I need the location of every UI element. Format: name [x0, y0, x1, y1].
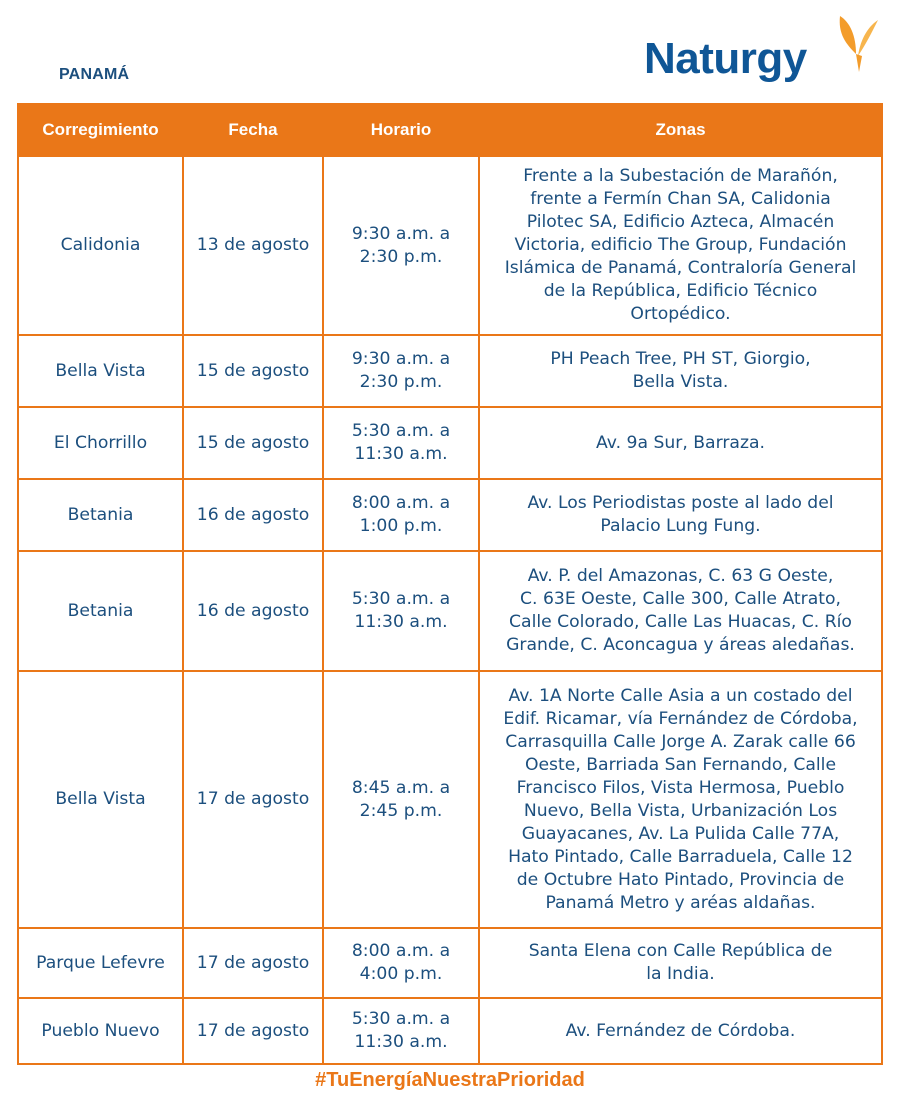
cell-corregimiento: Betania — [18, 479, 183, 551]
zonas-line: Guayacanes, Av. La Pulida Calle 77A, — [521, 823, 840, 844]
cell-horario — [323, 156, 479, 335]
cell-corregimiento: El Chorrillo — [18, 407, 183, 479]
horario-line: 8:00 a.m. a — [351, 941, 451, 961]
cell-zonas — [479, 407, 882, 479]
zonas-line: Santa Elena con Calle República de — [528, 941, 833, 961]
horario-line: 11:30 a.m. — [354, 612, 448, 632]
zonas-line: PH Peach Tree, PH ST, Giorgio, — [550, 349, 811, 369]
campaign-hashtag: #TuEnergíaNuestraPrioridad — [315, 1069, 585, 1091]
cell-zonas — [479, 479, 882, 551]
zonas-line: Av. Fernández de Córdoba. — [565, 1020, 796, 1041]
cell-fecha: 16 de agosto — [183, 479, 323, 551]
cell-zonas — [479, 551, 882, 671]
country-label: PANAMÁ — [59, 66, 130, 83]
zonas-line: Grande, C. Aconcagua y áreas aledañas. — [506, 635, 855, 655]
horario-line: 5:30 a.m. a — [351, 589, 451, 609]
cell-corregimiento: Pueblo Nuevo — [18, 998, 183, 1064]
zonas-line: C. 63E Oeste, Calle 300, Calle Atrato, — [520, 589, 841, 609]
table-header-row — [18, 104, 882, 156]
outage-schedule-table — [17, 103, 883, 1065]
horario-line: 1:00 p.m. — [359, 516, 443, 536]
zonas-line: Calle Colorado, Calle Las Huacas, C. Río — [509, 612, 852, 632]
table-row — [18, 928, 882, 998]
cell-horario — [323, 998, 479, 1064]
zonas-line: frente a Fermín Chan SA, Calidonia — [530, 189, 831, 209]
column-header-corregimiento: Corregimiento — [18, 104, 183, 156]
zonas-line: Oeste, Barriada San Fernando, Calle — [524, 754, 837, 775]
horario-line: 8:45 a.m. a — [351, 777, 451, 798]
table-row — [18, 551, 882, 671]
table-row — [18, 156, 882, 335]
zonas-line: Islámica de Panamá, Contraloría General — [504, 258, 857, 278]
zonas-line: Av. 9a Sur, Barraza. — [596, 432, 765, 453]
cell-zonas — [479, 156, 882, 335]
cell-horario — [323, 407, 479, 479]
zonas-line: Palacio Lung Fung. — [600, 516, 761, 536]
cell-horario — [323, 335, 479, 407]
horario-line: 5:30 a.m. a — [351, 1009, 451, 1029]
cell-zonas — [479, 335, 882, 407]
zonas-line: Francisco Filos, Vista Hermosa, Pueblo — [516, 777, 845, 798]
cell-fecha: 17 de agosto — [183, 928, 323, 998]
cell-fecha: 16 de agosto — [183, 551, 323, 671]
logo-wordmark: Naturgy — [644, 34, 807, 83]
horario-line: 2:30 p.m. — [359, 246, 443, 267]
cell-zonas — [479, 928, 882, 998]
table-row — [18, 407, 882, 479]
zonas-line: de Octubre Hato Pintado, Provincia de — [516, 869, 845, 890]
zonas-line: Av. P. del Amazonas, C. 63 G Oeste, — [527, 566, 834, 586]
cell-corregimiento: Bella Vista — [18, 671, 183, 928]
zonas-line: Carrasquilla Calle Jorge A. Zarak calle 66 — [505, 731, 856, 752]
zonas-line: la India. — [646, 964, 715, 984]
zonas-line: Av. Los Periodistas poste al lado del — [527, 493, 834, 513]
table-row — [18, 335, 882, 407]
horario-line: 11:30 a.m. — [354, 1032, 448, 1052]
cell-fecha: 13 de agosto — [183, 156, 323, 335]
cell-fecha: 17 de agosto — [183, 998, 323, 1064]
cell-zonas — [479, 998, 882, 1064]
zonas-line: Bella Vista. — [632, 372, 729, 392]
table-row — [18, 998, 882, 1064]
zonas-line: Ortopédico. — [630, 304, 731, 324]
horario-line: 9:30 a.m. a — [351, 349, 451, 369]
horario-line: 9:30 a.m. a — [351, 223, 451, 244]
cell-horario — [323, 479, 479, 551]
cell-corregimiento: Calidonia — [18, 156, 183, 335]
cell-corregimiento: Parque Lefevre — [18, 928, 183, 998]
zonas-line: Nuevo, Bella Vista, Urbanización Los — [523, 800, 838, 821]
cell-fecha: 15 de agosto — [183, 335, 323, 407]
horario-line: 8:00 a.m. a — [351, 493, 451, 513]
cell-zonas — [479, 671, 882, 928]
zonas-line: Av. 1A Norte Calle Asia a un costado del — [508, 685, 853, 706]
column-header-fecha: Fecha — [183, 104, 323, 156]
cell-horario — [323, 671, 479, 928]
table-row — [18, 479, 882, 551]
cell-fecha: 17 de agosto — [183, 671, 323, 928]
horario-line: 5:30 a.m. a — [351, 421, 451, 441]
cell-corregimiento: Betania — [18, 551, 183, 671]
zonas-line: Frente a la Subestación de Marañón, — [523, 166, 838, 186]
column-header-zonas: Zonas — [479, 104, 882, 156]
zonas-line: Hato Pintado, Calle Barraduela, Calle 12 — [508, 846, 853, 867]
horario-line: 4:00 p.m. — [359, 964, 443, 984]
naturgy-logo — [644, 14, 884, 84]
cell-horario — [323, 928, 479, 998]
zonas-line: Edif. Ricamar, vía Fernández de Córdoba, — [503, 708, 858, 729]
zonas-line: Victoria, edificio The Group, Fundación — [514, 235, 847, 255]
cell-horario — [323, 551, 479, 671]
horario-line: 11:30 a.m. — [354, 444, 448, 464]
column-header-horario: Horario — [323, 104, 479, 156]
horario-line: 2:45 p.m. — [359, 800, 443, 821]
horario-line: 2:30 p.m. — [359, 372, 443, 392]
zonas-line: Panamá Metro y aréas aldañas. — [545, 892, 816, 913]
zonas-line: Pilotec SA, Edificio Azteca, Almacén — [526, 212, 835, 232]
cell-fecha: 15 de agosto — [183, 407, 323, 479]
table-row — [18, 671, 882, 928]
butterfly-logo-icon — [834, 14, 884, 74]
zonas-line: de la República, Edificio Técnico — [543, 281, 818, 301]
cell-corregimiento: Bella Vista — [18, 335, 183, 407]
